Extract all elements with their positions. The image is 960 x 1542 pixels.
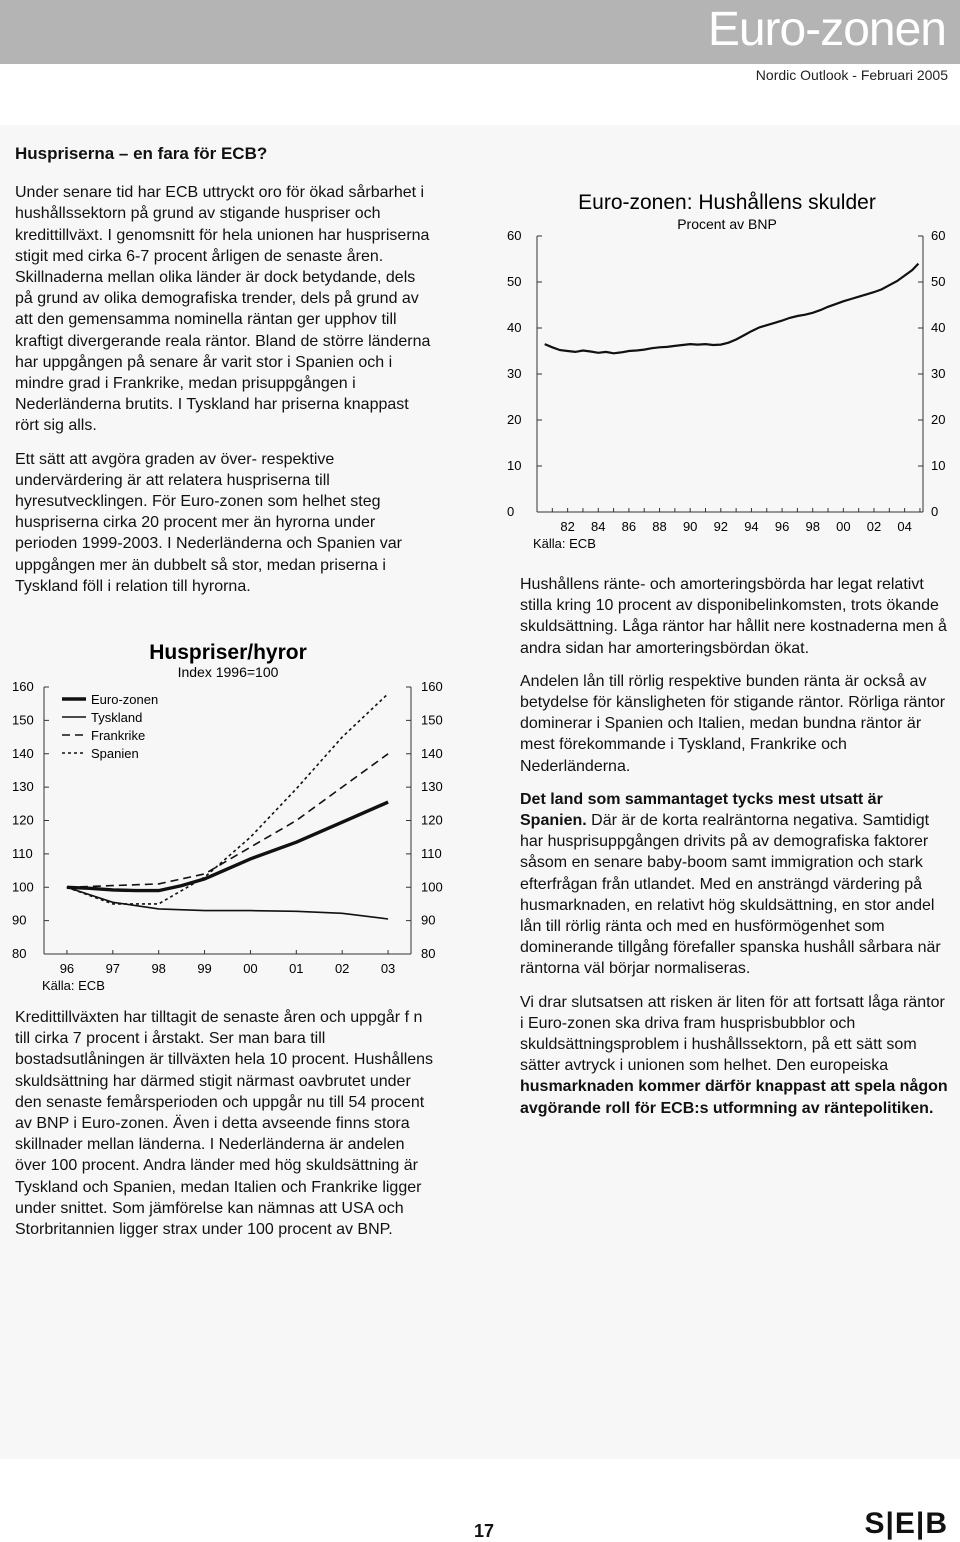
y-tick-label-right: 80 xyxy=(421,946,436,961)
chart-subtitle: Index 1996=100 xyxy=(177,664,279,680)
series-line-spanien xyxy=(67,694,388,904)
series-line-household-debt xyxy=(545,264,919,354)
right-paragraph-4-start: Vi drar slutsatsen att risken är liten för att fortsatt låga räntor i Euro-zonen ska driva fram husprisbubblor och skuldsättningsproblem i hushållssektorn, på ett sätt som sätter avtryck i unionen som helhet. Den europeiska xyxy=(520,993,945,1075)
y-tick-label-left: 110 xyxy=(12,845,33,861)
x-tick-label: 99 xyxy=(197,961,212,976)
y-tick-label-left: 40 xyxy=(507,320,522,335)
x-tick-label: 94 xyxy=(744,519,759,534)
y-tick-label-right: 150 xyxy=(421,712,443,728)
y-tick-label-left: 60 xyxy=(507,228,522,243)
y-tick-label-right: 30 xyxy=(931,366,946,381)
seb-logo: S|E|B xyxy=(864,1507,948,1540)
chart-title: Euro-zonen: Hushållens skulder xyxy=(578,191,876,214)
chart-title: Huspriser/hyror xyxy=(149,641,307,664)
y-tick-label-left: 100 xyxy=(12,879,34,895)
y-tick-label-right: 130 xyxy=(421,779,443,795)
right-paragraph-3-bold: Det land som sammantaget tycks mest utsatt är Spanien. xyxy=(520,790,883,830)
chart-house-prices-rents-svg xyxy=(8,635,448,1000)
x-tick-label: 04 xyxy=(897,519,912,534)
y-tick-label-left: 130 xyxy=(12,779,34,795)
y-tick-label-right: 160 xyxy=(421,679,443,694)
y-tick-label-right: 100 xyxy=(421,879,443,895)
x-tick-label: 84 xyxy=(591,519,606,534)
y-tick-label-left: 90 xyxy=(12,912,27,928)
x-tick-label: 96 xyxy=(774,519,790,534)
right-column xyxy=(520,574,948,1131)
x-tick-label: 01 xyxy=(289,961,304,976)
y-tick-label-left: 20 xyxy=(507,412,522,427)
section-heading: Huspriserna – en fara för ECB? xyxy=(15,144,268,163)
x-tick-label: 02 xyxy=(866,519,882,534)
x-tick-label: 98 xyxy=(151,961,166,976)
right-paragraph-1: Hushållens ränte- och amorteringsbörda har legat relativt stilla kring 10 procent av disponibelinkomsten, trots ökande skuldsättning. Låga räntor har hållit nere kostnaderna men å andra sidan har amorteringsbördan ökat. xyxy=(520,576,947,657)
chart-house-prices-rents xyxy=(8,635,448,1000)
x-tick-label: 00 xyxy=(836,519,851,534)
x-tick-label: 02 xyxy=(334,961,350,976)
chart-subtitle: Procent av BNP xyxy=(677,216,777,232)
x-tick-label: 86 xyxy=(621,519,637,534)
y-tick-label-right: 140 xyxy=(421,745,443,761)
legend-label-spanien: Spanien xyxy=(91,746,139,761)
left-paragraph-1: Under senare tid har ECB uttryckt oro för ökad sårbarhet i hushållssektorn på grund av stigande huspriser och kredittillväxt. I genomsnitt för hela unionen har huspriserna stigit med cirka 6-7 procent årligen de senaste åren. Skillnaderna mellan olika länder är dock betydande, dels på grund av olika demografiska trender, dels på grund av att den gemensamma nominella räntan ger upphov till kraftigt divergerande reala räntor. Bland de större länderna har uppgången på senare år varit stor i Spanien och i mindre grad i Frankrike, medan prisuppgången i Nederländerna brutits. I Tyskland har priserna knappast rört sig alls. xyxy=(15,184,431,435)
y-tick-label-right: 20 xyxy=(931,412,946,427)
y-tick-label-left: 0 xyxy=(507,504,515,519)
legend-label-euro-zonen: Euro-zonen xyxy=(91,692,159,707)
series-line-tyskland xyxy=(67,887,388,919)
chart-source: Källa: ECB xyxy=(42,978,105,993)
y-tick-label-right: 110 xyxy=(421,845,442,861)
chart-household-debt-svg xyxy=(505,188,955,558)
y-tick-label-right: 90 xyxy=(421,912,436,928)
left-column xyxy=(15,143,435,609)
x-tick-label: 92 xyxy=(713,519,729,534)
left-lower-paragraph: Kredittillväxten har tilltagit de senaste åren och uppgår f n till cirka 7 procent i årstakt. Ser man bara till bostadsutlåningen är tillväxten hela 10 procent. Hushållens skuldsättning har därmed stigit närmast oavbrutet under den senaste femårsperioden och uppgår nu till 54 procent av BNP i Euro-zonen. Även i detta avseende finns stora skillnader mellan länderna. I Nederländerna är andelen över 100 procent. Andra länder med hög skuldsättning är Tyskland och Spanien, medan Italien och Frankrike ligger under snittet. Som jämförelse kan nämnas att USA och Storbritannien ligger strax under 100 procent av BNP. xyxy=(15,1009,434,1239)
x-tick-label: 88 xyxy=(652,519,667,534)
y-tick-label-left: 160 xyxy=(12,679,34,694)
y-tick-label-right: 60 xyxy=(931,228,946,243)
page-header-subtitle: Nordic Outlook - Februari 2005 xyxy=(755,67,948,83)
y-tick-label-right: 120 xyxy=(421,812,443,828)
page-number: 17 xyxy=(474,1521,495,1541)
series-line-euro-zonen xyxy=(67,802,388,891)
x-tick-label: 00 xyxy=(243,961,258,976)
right-paragraph-3-rest: Där är de korta realräntorna negativa. Samtidigt har husprisuppgången drivits på av demografiska faktorer såsom en senare baby-boom samt immigration och stark efterfrågan från utlandet. Med en ansträngd värdering på husmarknaden, en relativt hög skuldsättning, en stor andel lån till rörlig ränta och med en husförmögenhet som dominerande tillgång förefaller spanska hushåll sårbara när räntorna väl börjar normaliseras. xyxy=(520,812,941,978)
x-tick-label: 96 xyxy=(59,961,75,976)
y-tick-label-left: 150 xyxy=(12,712,34,728)
y-tick-label-left: 10 xyxy=(507,458,522,473)
y-tick-label-right: 10 xyxy=(931,458,946,473)
right-paragraph-4-bold: husmarknaden kommer därför knappast att spela någon avgörande roll för ECB:s utformning av räntepolitiken. xyxy=(520,1078,948,1117)
chart-household-debt xyxy=(505,188,955,558)
chart-source: Källa: ECB xyxy=(533,536,596,551)
page-header-title: Euro-zonen xyxy=(707,3,946,56)
y-tick-label-right: 0 xyxy=(931,504,939,519)
x-tick-label: 82 xyxy=(560,519,575,534)
y-tick-label-right: 50 xyxy=(931,274,946,289)
y-tick-label-left: 30 xyxy=(507,366,522,381)
x-tick-label: 98 xyxy=(805,519,820,534)
right-paragraph-3 xyxy=(520,789,948,980)
y-tick-label-right: 40 xyxy=(931,320,946,335)
y-tick-label-left: 120 xyxy=(12,812,34,828)
legend-label-tyskland: Tyskland xyxy=(91,710,143,725)
y-tick-label-left: 50 xyxy=(507,274,522,289)
right-paragraph-4 xyxy=(520,992,948,1119)
y-tick-label-left: 80 xyxy=(12,946,27,961)
x-tick-label: 03 xyxy=(380,961,396,976)
right-paragraph-2: Andelen lån till rörlig respektive bunden ränta är också av betydelse för känsligheten för stigande räntor. Rörliga räntor dominerar i Spanien och Italien, medan bundna räntor är mest förekommande i Tyskland, Frankrike och Nederländerna. xyxy=(520,672,946,775)
left-paragraph-2: Ett sätt att avgöra graden av över- respektive undervärdering är att relatera huspriserna till hyresutvecklingen. För Euro-zonen som helhet steg huspriserna cirka 20 procent mer än hyrorna under perioden 1999-2003. I Nederländerna och Spanien var uppgången mer än dubbelt så stor, medan priserna i Tyskland föll i relation till hyrorna. xyxy=(15,450,402,595)
x-tick-label: 90 xyxy=(682,519,698,534)
x-tick-label: 97 xyxy=(105,961,121,976)
legend-label-frankrike: Frankrike xyxy=(91,728,146,743)
y-tick-label-left: 140 xyxy=(12,745,34,761)
